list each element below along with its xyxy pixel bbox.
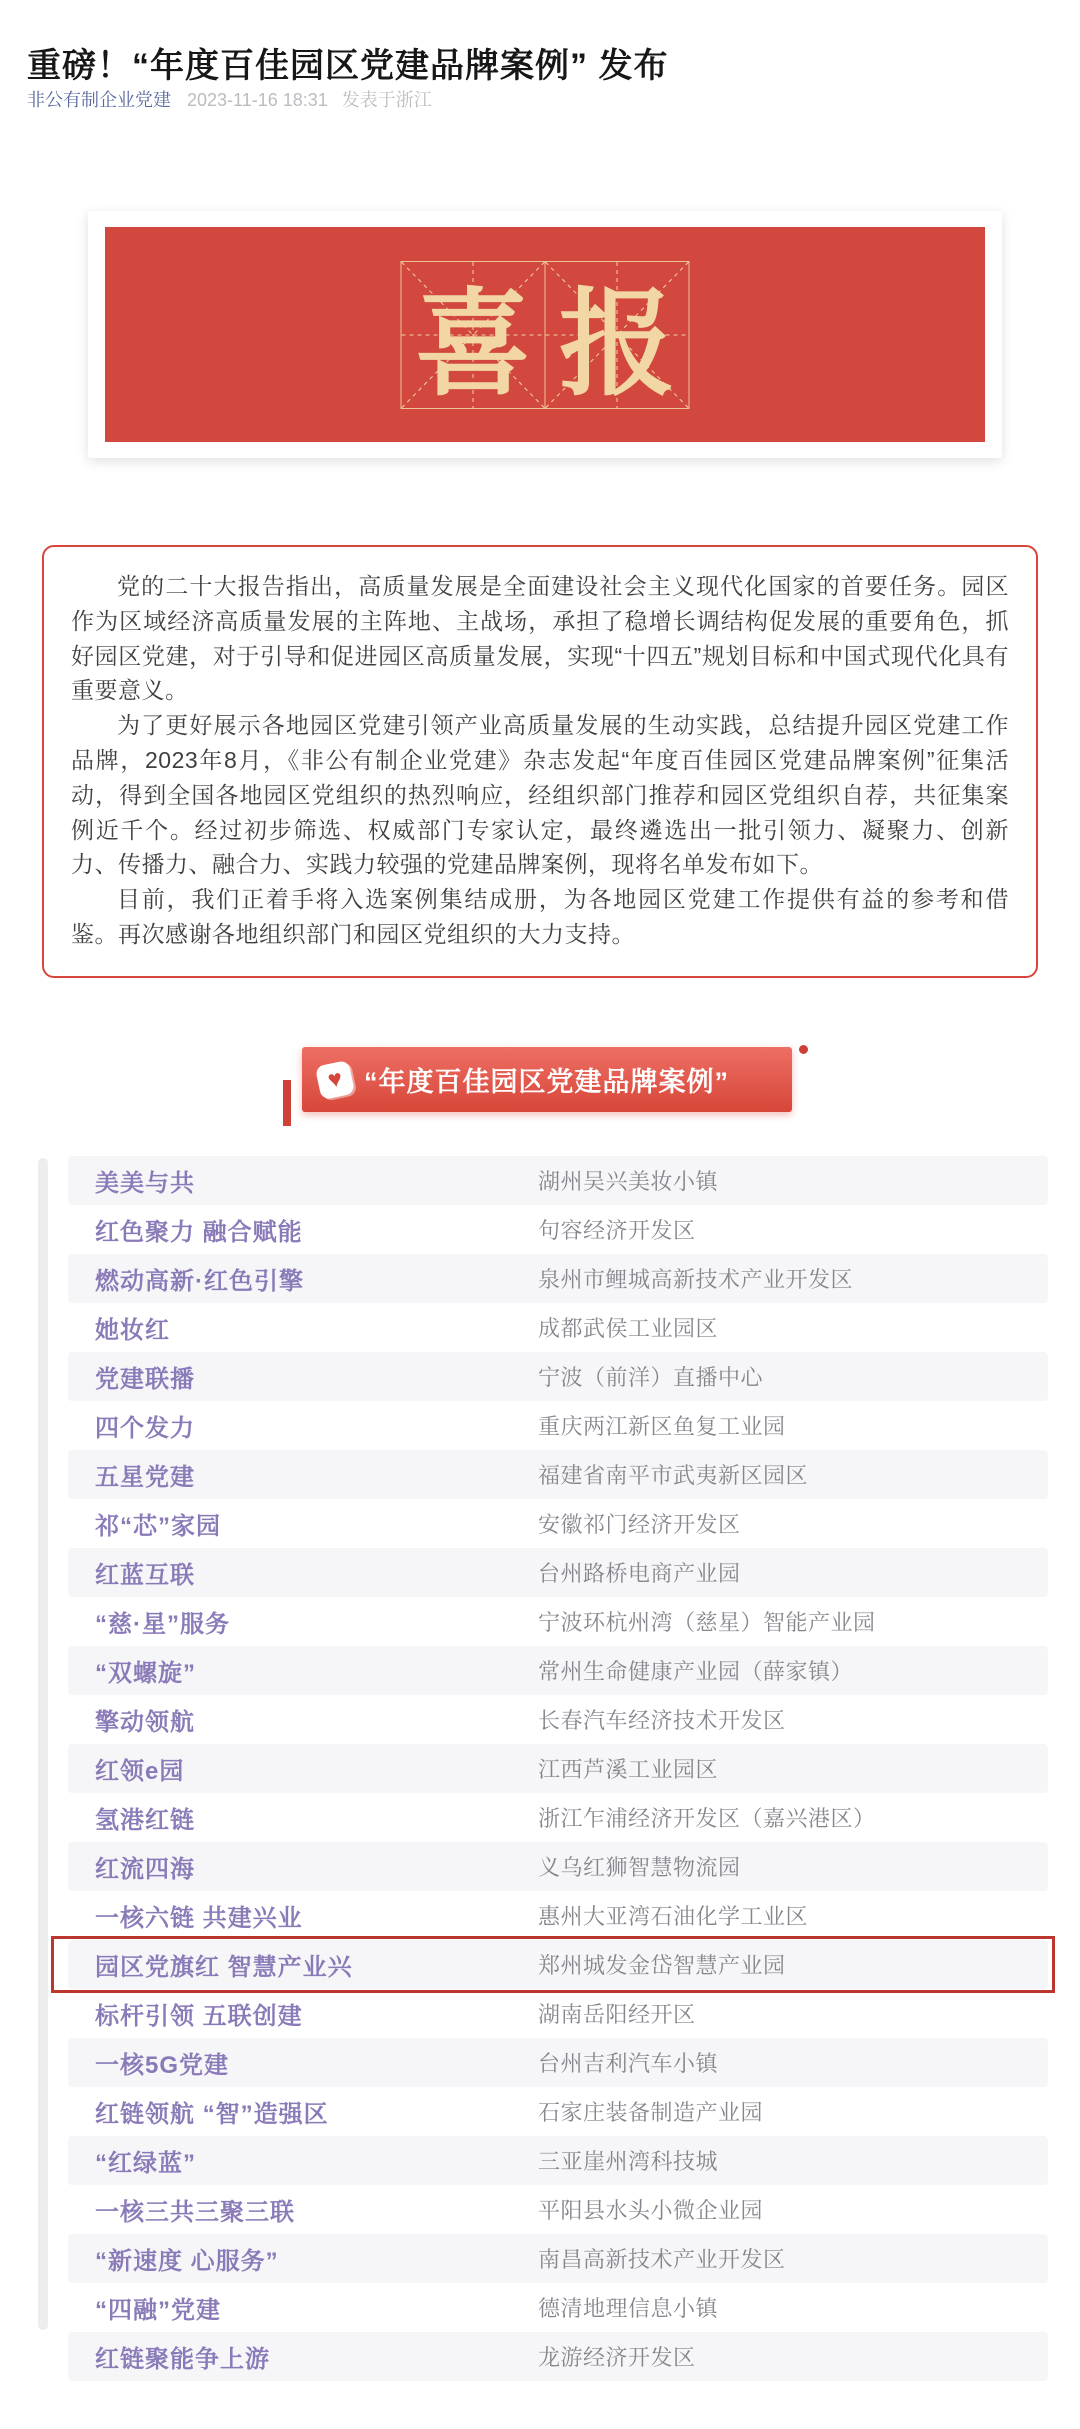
brand-name-cell: 红链聚能争上游 [95, 2346, 270, 2373]
park-name-cell: 宁波（前洋）直播中心 [538, 1365, 764, 1390]
park-name-cell: 石家庄装备制造产业园 [538, 2100, 764, 2125]
table-row [68, 2136, 1048, 2185]
brand-name-cell: 红链领航 “智”造强区 [95, 2101, 329, 2128]
section-heading-label: “年度百佳园区党建品牌案例” [364, 1067, 729, 1097]
brand-name-cell: 红领e园 [95, 1758, 185, 1785]
table-row [68, 1793, 1048, 1842]
heart-card-icon [315, 1059, 355, 1099]
table-row [68, 2283, 1048, 2332]
park-name-cell: 成都武侯工业园区 [538, 1316, 719, 1341]
park-name-cell: 江西芦溪工业园区 [538, 1757, 719, 1782]
heading-accent-dot [799, 1045, 808, 1054]
brand-name-cell: 一核三共三聚三联 [95, 2199, 295, 2226]
table-row [68, 2332, 1048, 2381]
table-row [68, 1156, 1048, 1205]
park-name-cell: 义乌红狮智慧物流园 [538, 1855, 741, 1880]
publish-location: 发表于浙江 [341, 90, 432, 110]
park-name-cell: 浙江乍浦经济开发区（嘉兴港区） [538, 1806, 876, 1831]
brand-name-cell: “慈·星”服务 [95, 1611, 230, 1638]
park-name-cell: 安徽祁门经济开发区 [538, 1512, 741, 1537]
section-heading-banner [302, 1047, 792, 1112]
table-row [68, 2087, 1048, 2136]
brand-name-cell: 园区党旗红 智慧产业兴 [95, 1954, 353, 1981]
table-row [68, 1989, 1048, 2038]
brand-name-cell: 她妆红 [95, 1317, 170, 1344]
brand-name-cell: 红色聚力 融合赋能 [95, 1219, 303, 1246]
table-row [68, 1891, 1048, 1940]
intro-paragraph-3: 目前，我们正着手将入选案例集结成册，为各地园区党建工作提供有益的参考和借鉴。再次感谢各地组织部门和园区党组织的大力支持。 [71, 886, 1009, 947]
brand-name-cell: 一核六链 共建兴业 [95, 1905, 303, 1932]
xibao-char-1: 喜 [415, 279, 531, 409]
table-row [68, 1303, 1048, 1352]
article-meta [27, 86, 432, 112]
left-scrollbar-strip[interactable] [38, 1158, 48, 2330]
park-name-cell: 常州生命健康产业园（薛家镇） [538, 1659, 854, 1684]
park-name-cell: 重庆两江新区鱼复工业园 [538, 1414, 786, 1439]
table-row [68, 1646, 1048, 1695]
park-name-cell: 泉州市鲤城高新技术产业开发区 [538, 1267, 854, 1292]
grid-cell [401, 261, 546, 409]
brand-table-body [68, 1156, 1048, 2381]
brand-name-cell: 擎动领航 [95, 1709, 195, 1736]
grid-cell [546, 261, 690, 409]
table-row [68, 1450, 1048, 1499]
table-row [68, 1499, 1048, 1548]
table-row [68, 1695, 1048, 1744]
park-name-cell: 郑州城发金岱智慧产业园 [538, 1953, 786, 1978]
park-name-cell: 宁波环杭州湾（慈星）智能产业园 [538, 1610, 876, 1635]
table-row [68, 2234, 1048, 2283]
park-name-cell: 台州吉利汽车小镇 [538, 2051, 719, 2076]
brand-name-cell: “新速度 心服务” [95, 2248, 279, 2275]
park-name-cell: 惠州大亚湾石油化学工业区 [538, 1904, 809, 1929]
park-name-cell: 湖南岳阳经开区 [538, 2002, 696, 2027]
intro-text-box [42, 545, 1038, 978]
table-row [68, 1401, 1048, 1450]
brand-name-cell: “红绿蓝” [95, 2150, 196, 2177]
park-name-cell: 德清地理信息小镇 [538, 2296, 719, 2321]
brand-name-cell: 燃动高新·红色引擎 [95, 1268, 304, 1295]
table-row [68, 2038, 1048, 2087]
park-name-cell: 平阳县水头小微企业园 [538, 2198, 764, 2223]
park-name-cell: 台州路桥电商产业园 [538, 1561, 741, 1586]
park-name-cell: 长春汽车经济技术开发区 [538, 1708, 786, 1733]
park-name-cell: 湖州吴兴美妆小镇 [538, 1169, 719, 1194]
table-row [68, 2185, 1048, 2234]
table-row [68, 1744, 1048, 1793]
publish-date: 2023-11-16 18:31 [187, 90, 328, 110]
brand-name-cell: 祁“芯”家园 [95, 1513, 221, 1540]
table-row [68, 1254, 1048, 1303]
xibao-char-2: 报 [559, 279, 675, 409]
table-row [68, 1940, 1048, 1989]
brand-name-cell: 五星党建 [95, 1464, 195, 1491]
brand-name-cell: 红流四海 [95, 1856, 195, 1883]
park-name-cell: 龙游经济开发区 [538, 2345, 696, 2370]
park-name-cell: 福建省南平市武夷新区园区 [538, 1463, 809, 1488]
brand-name-cell: 一核5G党建 [95, 2052, 230, 2079]
account-link[interactable]: 非公有制企业党建 [27, 90, 171, 110]
table-row [68, 1842, 1048, 1891]
brand-name-cell: 党建联播 [95, 1366, 195, 1393]
brand-name-cell: 氢港红链 [95, 1807, 195, 1834]
xibao-red-panel [105, 227, 985, 442]
page-title: 重磅！“年度百佳园区党建品牌案例” 发布 [27, 46, 669, 85]
brand-name-cell: 红蓝互联 [95, 1562, 195, 1589]
table-row [68, 1205, 1048, 1254]
brand-name-cell: 四个发力 [95, 1415, 195, 1442]
table-row [68, 1548, 1048, 1597]
heart-icon: ♥ [325, 1064, 345, 1094]
brand-name-cell: “四融”党建 [95, 2297, 221, 2324]
brand-name-cell: 标杆引领 五联创建 [95, 2003, 303, 2030]
heading-accent-bar [283, 1080, 291, 1126]
calligraphy-grid [401, 261, 690, 409]
table-row [68, 1597, 1048, 1646]
park-name-cell: 三亚崖州湾科技城 [538, 2149, 719, 2174]
xibao-banner-image [88, 211, 1002, 458]
table-row [68, 1352, 1048, 1401]
park-name-cell: 南昌高新技术产业开发区 [538, 2247, 786, 2272]
intro-paragraph-2: 为了更好展示各地园区党建引领产业高质量发展的生动实践，总结提升园区党建工作品牌，2023年8月，《非公有制企业党建》杂志发起“年度百佳园区党建品牌案例”征集活动，得到全国各地园区党组织的热烈响应，经组织部门推荐和园区党组织自荐，共征集案例近千个。经过初步筛选、权威部门专家认定，最终遴选出一批引领力、凝聚力、创新力、传播力、融合力、实践力较强的党建品牌案例，现将名单发布如下。 [71, 712, 1009, 878]
intro-paragraph-1: 党的二十大报告指出，高质量发展是全面建设社会主义现代化国家的首要任务。园区作为区域经济高质量发展的主阵地、主战场，承担了稳增长调结构促发展的重要角色，抓好园区党建，对于引导和促进园区高质量发展，实现“十四五”规划目标和中国式现代化具有重要意义。 [71, 573, 1009, 704]
brand-name-cell: 美美与共 [95, 1170, 195, 1197]
brand-name-cell: “双螺旋” [95, 1660, 196, 1687]
park-name-cell: 句容经济开发区 [538, 1218, 696, 1243]
